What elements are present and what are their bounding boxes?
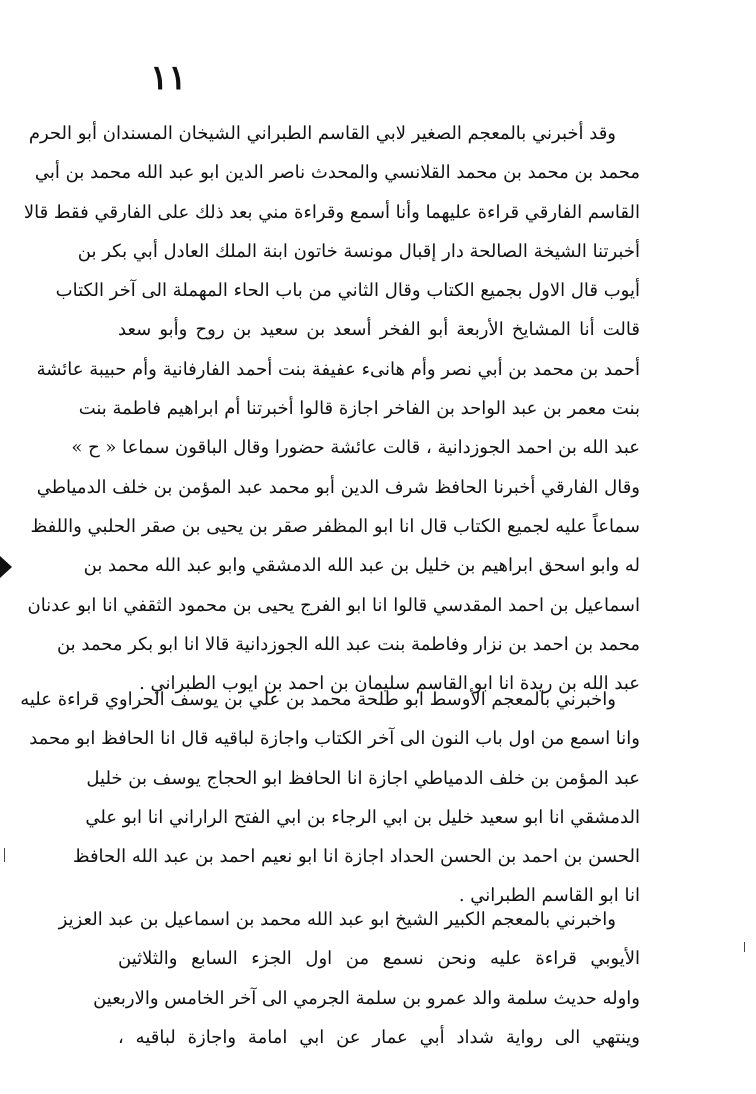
text-line: وانا اسمع من اول باب النون الى آخر الكتاب واجازة لباقيه قال انا الحافظ ابو محمد	[29, 728, 640, 750]
text-line: له وابو اسحق ابراهيم بن خليل بن عبد الله الدمشقي وابو عبد الله محمد بن	[83, 555, 640, 577]
text-line: القاسم الفارقي قراءة عليهما وأنا أسمع وقراءة مني بعد ذلك على الفارقي فقط قالا	[23, 201, 640, 223]
text-line: عبد الله بن احمد الجوزدانية ، قالت عائشة حضورا وقال الباقون سماعا « ح »	[71, 437, 640, 459]
text-line: سماعاً عليه لجميع الكتاب قال انا ابو المظفر صقر بن يحيى بن صقر الحلبي واللفظ	[30, 515, 640, 537]
text-line: أحمد بن محمد بن أبي نصر وأم هانىء عفيفة بنت أحمد الفارفانية وأم حبيبة عائشة	[36, 358, 640, 380]
text-line: اسماعيل بن احمد المقدسي قالوا انا ابو الفرج يحيى بن محمود الثقفي انا ابو عدنان	[27, 594, 640, 616]
text-line: الدمشقي انا ابو سعيد خليل بن ابي الرجاء بن ابي الفتح الراراني انا ابو علي	[85, 806, 640, 828]
paragraph-2	[20, 680, 640, 916]
scan-speck	[744, 942, 745, 952]
text-line: وقد أخبرني بالمعجم الصغير لابي القاسم الطبراني الشيخان المسندان أبو الحرم	[28, 123, 616, 144]
scan-speck	[4, 848, 5, 862]
paragraph-3	[58, 900, 640, 1057]
text-line: أخبرتنا الشيخة الصالحة دار إقبال مونسة خاتون ابنة الملك العادل أبي بكر بن	[77, 240, 640, 262]
text-line: بنت معمر بن عبد الواحد بن الفاخر اجازة قالوا أخبرتنا أم ابراهيم فاطمة بنت	[78, 398, 640, 420]
text-line: وقال الفارقي أخبرنا الحافظ شرف الدين أبو محمد عبد المؤمن بن خلف الدمياطي	[36, 476, 640, 498]
text-line: واخبرني بالمعجم الكبير الشيخ ابو عبد الله محمد بن اسماعيل بن عبد العزيز	[58, 909, 616, 930]
left-margin-mark	[0, 556, 12, 578]
page-number: ١١	[150, 58, 187, 98]
text-line: انا ابو القاسم الطبراني .	[458, 885, 640, 907]
text-line: واوله حديث سلمة والد عمرو بن سلمة الجرمي الى آخر الخامس والاربعين	[93, 987, 640, 1009]
text-line: أيوب قال الاول بجميع الكتاب وقال الثاني من باب الحاء المهملة الى آخر الكتاب	[55, 280, 640, 302]
text-line: عبد الله بن ريدة انا ابو القاسم سليمان بن احمد بن ايوب الطبراني .	[139, 673, 640, 695]
text-line: عبد المؤمن بن خلف الدمياطي اجازة انا الحافظ ابو الحجاج يوسف بن خليل	[86, 767, 640, 789]
text-line: وينتهي الى رواية شداد أبي عمار عن ابي امامة واجازة لباقيه ،	[118, 1026, 640, 1048]
text-line: الحسن بن احمد بن الحسن الحداد اجازة انا ابو نعيم احمد بن عبد الله الحافظ	[72, 846, 640, 868]
text-line: قالت أنا المشايخ الأربعة أبو الفخر أسعد بن سعيد بن روح وأبو سعد	[118, 319, 640, 341]
text-line: الأيوبي قراءة عليه ونحن نسمع من اول الجزء السابع والثلاثين	[118, 948, 640, 970]
text-line: محمد بن احمد بن نزار وفاطمة بنت عبد الله الجوزدانية قالا انا ابو بكر محمد بن	[56, 633, 640, 655]
paragraph-1	[23, 114, 640, 703]
text-line: محمد بن محمد بن محمد القلانسي والمحدث ناصر الدين ابو عبد الله محمد بن أبي	[34, 162, 640, 184]
text-line: واخبرني بالمعجم الأوسط ابو طلحة محمد بن علي بن يوسف الحراوي قراءة عليه	[20, 689, 616, 710]
